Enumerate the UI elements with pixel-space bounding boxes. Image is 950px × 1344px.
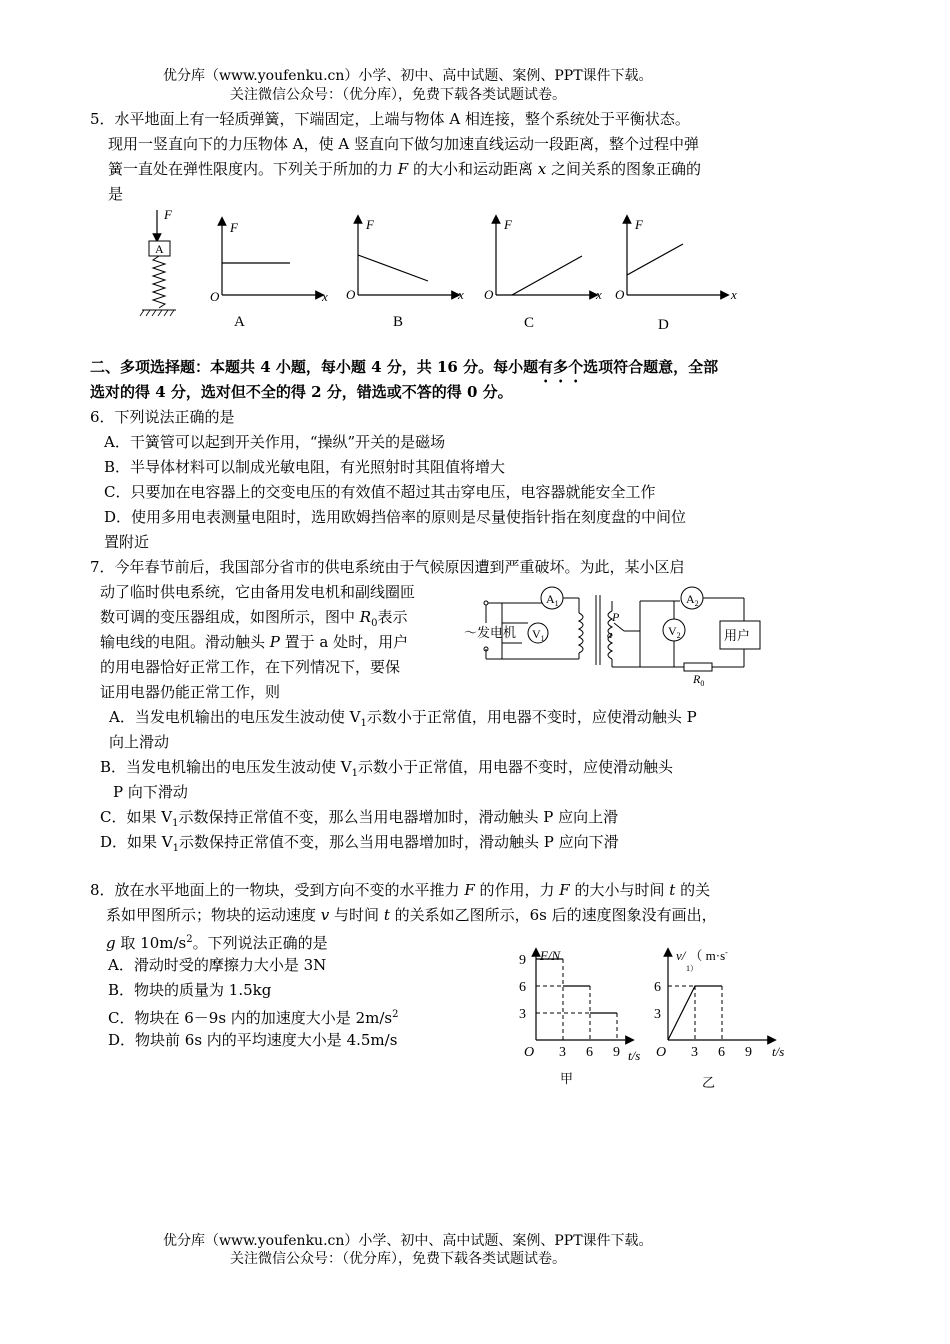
q6-option-d-line-2: 置附近 [104,533,150,551]
svg-text:O: O [484,287,494,302]
q7-stem-line-1: 7．今年春节前后，我国部分省市的供电系统由于气候原因遭到严重破坏。为此，某小区启 [90,558,685,576]
svg-text:x: x [596,287,602,302]
y-tick-label: 3 [519,1007,526,1022]
chart-title: 甲 [560,1071,574,1086]
q7-option-c: C．如果 $V_1$示数保持正常值不变，那么当用电器增加时，滑动触头 P 应向上滑 [100,808,619,829]
q6-option-a: A．干簧管可以起到开关作用，“操纵”开关的是磁场 [104,433,446,451]
footer-line-1: 优分库（www.youfenku.cn）小学、初中、高中试题、案例、PPT课件下载。 [163,1233,653,1249]
q7-stem-line-5: 的用电器恰好正常工作，在下列情况下，要保 [100,658,401,676]
v1-label: $V_1$ [532,627,545,643]
x-tick-label: 3 [691,1045,698,1060]
q7-circuit-diagram [462,583,762,688]
block-a-label: A [155,242,164,256]
x-tick-label: 3 [559,1045,566,1060]
q7-option-b-line-2: P 向下滑动 [113,783,188,801]
r0-label: $R_0$ [693,672,705,688]
section-2-heading-line-2: 选对的得 4 分，选对但不全的得 2 分，错选或不答的得 0 分。 [90,383,513,401]
spring-coil [153,256,165,308]
q8-option-a: A．滑动时受的摩擦力大小是 3N [108,956,327,974]
svg-text:O: O [210,289,220,304]
y-axis-label-tail: 1） [686,964,698,973]
a1-label: $A_1$ [546,592,559,608]
v2-label: $V_2$ [668,624,681,640]
header-line-1: 优分库（www.youfenku.cn）小学、初中、高中试题、案例、PPT课件下载。 [163,68,653,84]
q7-stem-line-4: 输电线的电阻。滑动触头 P 置于 a 处时，用户 [100,633,409,651]
option-a-label: A [234,314,245,330]
q6-stem: 6．下列说法正确的是 [90,408,235,426]
q8-option-b: B．物块的质量为 1.5kg [108,981,272,999]
y-axis-label: F/N [540,948,561,963]
graph-option-d [615,217,737,333]
chart-jia [510,940,650,1090]
svg-text:O: O [346,287,356,302]
q6-option-b: B．半导体材料可以制成光敏电阻，有光照射时其阻值将增大 [104,458,506,476]
x-axis-label: t/s [628,1048,641,1063]
chart-title: 乙 [702,1075,716,1090]
graph-d-line [627,244,683,275]
generator-label: ～发电机 [464,625,517,640]
svg-text:F: F [366,217,374,232]
force-label: F [164,207,172,222]
y-tick-label: 9 [519,953,526,968]
chart-yi [652,940,800,1090]
q8-stem-line-3: g 取 $10m/s^2$。下列说法正确的是 [106,934,328,952]
q7-option-b-line-1: B．当发电机输出的电压发生波动使 $V_1$示数小于正常值，用电器不变时，应使滑动触头 [100,758,674,779]
q5-stem-line-1: 5．水平地面上有一轻质弹簧，下端固定，上端与物体 A 相连接，整个系统处于平衡状态。 [90,110,690,128]
svg-text:F: F [230,220,238,235]
x-tick-label: 6 [718,1045,725,1060]
svg-text:x: x [322,289,328,304]
point-a-label: a [607,629,613,641]
x-tick-label: 9 [613,1045,620,1060]
q6-option-d-line-1: D．使用多用电表测量电阻时，选用欧姆挡倍率的原则是尽量使指针指在刻度盘的中间位 [104,508,687,526]
option-d-label: D [658,317,669,333]
q8-stem-line-2: 系如甲图所示；物块的运动速度 v 与时间 t 的关系如乙图所示，6s 后的速度图象没有画出， [106,906,717,924]
y-axis-label: v/ （ m·s- [676,948,728,963]
y-tick-label: 6 [519,980,526,995]
q8-option-d: D．物块前 6s 内的平均速度大小是 4.5m/s [108,1031,398,1049]
section-2-heading-line-1: 二、多项选择题：本题共 4 小题，每小题 4 分，共 16 分。每小题有多个选项符合题意，全部 [90,358,719,376]
graph-option-b [346,217,464,330]
q5-figures [130,205,770,340]
y-tick-label: 6 [654,980,661,995]
q5-stem-line-3: 簧一直处在弹性限度内。下列关于所加的力 F 的大小和运动距离 x 之间关系的图象正确的 [108,160,701,178]
q7-option-a-line-1: A．当发电机输出的电压发生波动使 $V_1$示数小于正常值，用电器不变时，应使滑动触头 P [109,708,697,729]
svg-text:O: O [615,287,625,302]
q8-stem-line-1: 8．放在水平地面上的一物块，受到方向不变的水平推力 F 的作用，力 F 的大小与时间 t 的关 [90,881,711,899]
footer-line-2: 关注微信公众号：（优分库），免费下载各类试题试卷。 [230,1251,566,1267]
origin-label: O [656,1045,667,1060]
user-label: 用户 [724,628,751,643]
svg-text:F: F [635,217,643,232]
option-c-label: C [524,315,535,331]
q6-option-c: C．只要加在电容器上的交变电压的有效值不超过其击穿电压，电容器就能安全工作 [104,483,656,501]
origin-label: O [524,1045,535,1060]
graph-c-line [512,256,582,295]
graph-option-c [484,217,602,331]
option-b-label: B [393,314,404,330]
graph-option-a [210,220,328,330]
spring-diagram [140,207,176,316]
q5-stem-line-4: 是 [108,185,124,203]
y-tick-label: 3 [654,1007,661,1022]
q7-stem-line-6: 证用电器仍能正常工作，则 [100,683,281,701]
svg-text:F: F [504,217,512,232]
slider-p-label: P [612,610,620,624]
q8-option-c: C．物块在 6－9s 内的加速度大小是 $2m/s^2$ [108,1009,399,1027]
q7-stem-line-3: 数可调的变压器组成，如图所示，图中 $R_0$表示 [100,608,408,629]
graph-b-line [358,255,428,281]
q7-option-a-line-2: 向上滑动 [109,733,170,751]
q7-option-d: D．如果 $V_1$示数保持正常值不变，那么当用电器增加时，滑动触头 P 应向下滑 [100,833,619,854]
q5-stem-line-2: 现用一竖直向下的力压物体 A，使 A 竖直向下做匀加速直线运动一段距离，整个过程中弹 [108,135,699,153]
svg-text:x: x [731,287,737,302]
x-tick-label: 9 [745,1045,752,1060]
x-axis-label: t/s [772,1044,785,1059]
q7-stem-line-2: 动了临时供电系统，它由备用发电机和副线圈匝 [100,583,416,601]
svg-text:x: x [458,287,464,302]
a2-label: $A_2$ [686,592,699,608]
header-line-2: 关注微信公众号：（优分库），免费下载各类试题试卷。 [230,87,566,103]
x-tick-label: 6 [586,1045,593,1060]
